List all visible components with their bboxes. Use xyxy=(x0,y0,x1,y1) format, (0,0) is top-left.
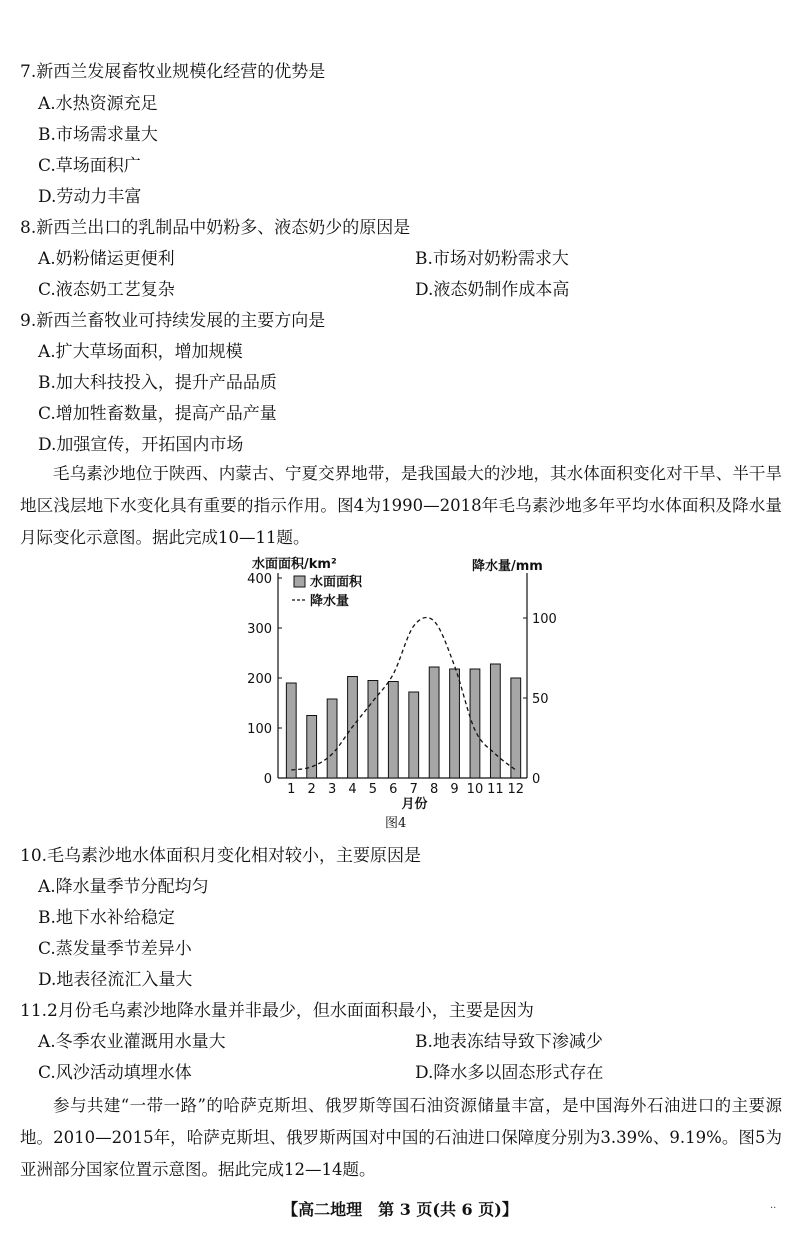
question-9-option-d: D.加强宣传，开拓国内市场 xyxy=(38,435,244,455)
line-precipitation xyxy=(291,617,516,770)
bar-water-area xyxy=(429,667,439,778)
x-tick-label: 12 xyxy=(507,782,525,797)
question-7-option-c: C.草场面积广 xyxy=(38,156,141,176)
bar-water-area xyxy=(327,699,337,778)
question-11-option-d: D.降水多以固态形式存在 xyxy=(415,1063,604,1083)
bar-water-area xyxy=(511,678,521,778)
question-10-option-b: B.地下水补给稳定 xyxy=(38,908,175,928)
x-tick-label: 3 xyxy=(327,782,337,797)
question-8-option-d: D.液态奶制作成本高 xyxy=(415,280,570,300)
question-11-option-a: A.冬季农业灌溉用水量大 xyxy=(38,1032,226,1052)
question-10-option-a: A.降水量季节分配均匀 xyxy=(38,877,209,897)
question-9-option-c: C.增加牲畜数量，提高产品产量 xyxy=(38,404,277,424)
right-tick-label: 100 xyxy=(532,612,557,627)
question-8-option-a: A.奶粉储运更便利 xyxy=(38,249,175,269)
question-7-stem: 7.新西兰发展畜牧业规模化经营的优势是 xyxy=(20,62,326,82)
bar-water-area xyxy=(307,716,317,779)
bar-water-area xyxy=(368,681,378,779)
page-footer: 【高二地理 第 3 页(共 6 页)】 xyxy=(282,1200,518,1219)
legend-bar-label: 水面面积 xyxy=(310,575,363,590)
question-11-option-b: B.地表冻结导致下渗减少 xyxy=(415,1032,603,1052)
question-9-option-a: A.扩大草场面积，增加规模 xyxy=(38,342,243,362)
x-tick-label: 11 xyxy=(487,782,504,797)
question-7-option-a: A.水热资源充足 xyxy=(38,94,158,114)
x-tick-label: 2 xyxy=(307,782,316,797)
left-tick-label: 200 xyxy=(247,672,272,687)
legend-bar-swatch xyxy=(294,576,305,587)
figure-4-chart xyxy=(230,548,590,828)
question-7-option-b: B.市场需求量大 xyxy=(38,125,158,145)
x-tick-label: 9 xyxy=(450,782,459,797)
x-axis-title: 月份 xyxy=(401,797,428,812)
left-tick-label: 100 xyxy=(247,722,272,737)
x-tick-label: 8 xyxy=(429,782,439,797)
question-10-stem: 10.毛乌素沙地水体面积月变化相对较小，主要原因是 xyxy=(20,846,422,866)
x-tick-label: 4 xyxy=(348,782,357,797)
question-8-stem: 8.新西兰出口的乳制品中奶粉多、液态奶少的原因是 xyxy=(20,218,411,238)
question-7-option-d: D.劳动力丰富 xyxy=(38,187,142,207)
bar-water-area xyxy=(286,683,296,778)
x-tick-label: 6 xyxy=(389,782,398,797)
x-tick-label: 1 xyxy=(287,782,296,797)
figure-4-caption: 图4 xyxy=(385,816,407,831)
chart-svg xyxy=(230,548,590,828)
left-tick-label: 400 xyxy=(247,572,272,587)
x-tick-label: 10 xyxy=(466,782,484,797)
passage-maowusu: 毛乌素沙地位于陕西、内蒙古、宁夏交界地带，是我国最大的沙地，其水体面积变化对干旱、半干旱地区浅层地下水变化具有重要的指示作用。图4为1990—2018年毛乌素沙地多年平均水体面积及降水量月际变化示意图。据此完成10—11题。 xyxy=(20,464,782,547)
x-tick-label: 7 xyxy=(409,782,418,797)
right-tick-label: 0 xyxy=(532,772,541,787)
passage-belt-and-road: 参与共建“一带一路”的哈萨克斯坦、俄罗斯等国石油资源储量丰富，是中国海外石油进口的主要源地。2010—2015年，哈萨克斯坦、俄罗斯两国对中国的石油进口保障度分别为3.39%、9.19%。图5为亚洲部分国家位置示意图。据此完成12—14题。 xyxy=(20,1096,782,1179)
question-11-stem: 11.2月份毛乌素沙地降水量并非最少，但水面面积最小，主要是因为 xyxy=(20,1001,534,1021)
bar-water-area xyxy=(470,669,480,778)
x-tick-label: 5 xyxy=(368,782,378,797)
question-9-stem: 9.新西兰畜牧业可持续发展的主要方向是 xyxy=(20,311,326,331)
question-9-option-b: B.加大科技投入，提升产品品质 xyxy=(38,373,277,393)
left-axis-title: 水面面积/km² xyxy=(252,557,337,572)
left-tick-label: 300 xyxy=(247,622,272,637)
bar-water-area xyxy=(490,664,500,778)
bar-water-area xyxy=(388,682,398,779)
left-tick-label: 0 xyxy=(263,772,272,787)
bar-water-area xyxy=(450,669,460,778)
corner-mark: ·· xyxy=(770,1203,777,1214)
question-10-option-c: C.蒸发量季节差异小 xyxy=(38,939,192,959)
bar-water-area xyxy=(409,692,419,778)
legend-line-label: 降水量 xyxy=(310,594,350,609)
right-tick-label: 50 xyxy=(532,692,549,707)
question-10-option-d: D.地表径流汇入量大 xyxy=(38,970,193,990)
question-8-option-c: C.液态奶工艺复杂 xyxy=(38,280,175,300)
right-axis-title: 降水量/mm xyxy=(472,559,543,574)
question-8-option-b: B.市场对奶粉需求大 xyxy=(415,249,569,269)
question-11-option-c: C.风沙活动填埋水体 xyxy=(38,1063,192,1083)
